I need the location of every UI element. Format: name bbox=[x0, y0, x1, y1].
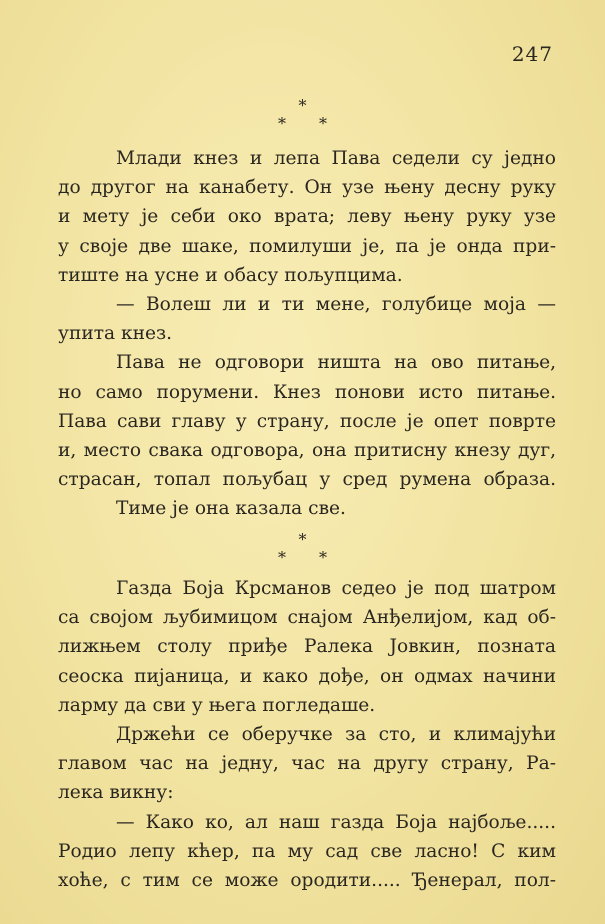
text-line: лижњем столу приђе Ралека Јовкин, позната bbox=[58, 636, 556, 658]
text-line: — Како ко, ал наш газда Боја најбоље..... bbox=[116, 811, 556, 833]
text-line: сеоска пијаница, и како дође, он одмах начини bbox=[58, 665, 556, 687]
text-line: са својом љубимицом снајом Анђелијом, кад об- bbox=[58, 607, 556, 629]
separator-star-top: * bbox=[298, 96, 307, 115]
text-line: — Волеш ли и ти мене, голубице моја — bbox=[116, 294, 556, 316]
text-line: до другог на канабету. Он узе њену десну руку bbox=[58, 177, 556, 199]
text-line: ларму да сви у њега погледаше. bbox=[58, 694, 376, 716]
text-line: но само порумени. Кнез понови исто питање. bbox=[58, 381, 556, 403]
section-separator-1 bbox=[0, 98, 605, 132]
separator-star-top: * bbox=[298, 530, 307, 549]
text-line: у своје две шаке, помилуши је, па је онда при- bbox=[58, 235, 556, 257]
text-line: Млади кнез и лепа Пава седели су једно bbox=[116, 148, 556, 169]
section-1-text bbox=[58, 144, 556, 524]
text-line: Родио лепу кћер, па му сад све ласно! С ким bbox=[58, 840, 556, 862]
text-line: тиште на усне и обасу пољупцима. bbox=[58, 264, 403, 286]
separator-star-left: * bbox=[277, 114, 286, 133]
text-line: Држећи се оберучке за сто, и климајући bbox=[116, 724, 556, 746]
text-line: страсан, топал пољубац у сред румена образа. bbox=[58, 469, 556, 491]
text-line: Газда Боја Крсманов седео је под шатром bbox=[116, 578, 556, 599]
section-separator-2 bbox=[0, 532, 605, 566]
text-line: главом час на једну, час на другу страну, Ра- bbox=[58, 753, 556, 775]
separator-star-right: * bbox=[319, 114, 328, 133]
text-line: лека викну: bbox=[58, 782, 174, 804]
separator-star-left: * bbox=[277, 548, 286, 567]
text-line: Тиме је она казала све. bbox=[116, 498, 346, 520]
text-line: Пава не одговори ништа на ово питање, bbox=[116, 352, 556, 374]
separator-star-right: * bbox=[319, 548, 328, 567]
text-line: и, место свака одговора, она притисну кнезу дуг, bbox=[58, 440, 556, 462]
text-line: упита кнез. bbox=[58, 323, 173, 345]
text-line: хоће, с тим се може ородити..... Ђенерал, пол- bbox=[58, 870, 556, 892]
page-number: 247 bbox=[511, 42, 553, 66]
text-line: Пава сави главу у страну, после је опет поврте bbox=[58, 410, 556, 432]
section-2-text bbox=[58, 574, 556, 895]
text-line: и мету је себи око врата; леву њену руку узе bbox=[58, 206, 556, 228]
